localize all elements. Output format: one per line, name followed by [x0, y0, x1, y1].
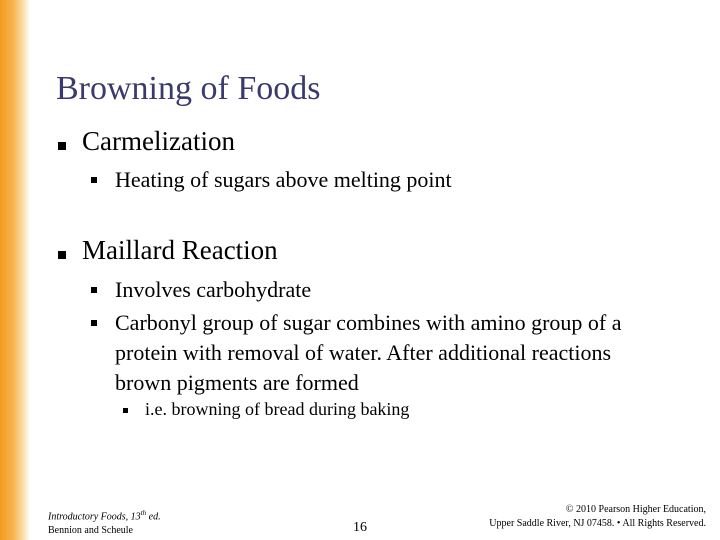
slide-title: Browning of Foods: [56, 70, 321, 107]
bullet-marker-icon: [91, 287, 97, 293]
footer-book-credit: [48, 506, 161, 538]
bullet-marker-icon: [123, 408, 128, 413]
footer-book-title: Introductory Foods, 13th ed.: [48, 509, 161, 523]
bullet-text: Heating of sugars above melting point: [115, 167, 452, 192]
bullet-text-line: protein with removal of water. After additional reactions: [115, 340, 612, 365]
bullet-marker-icon: [58, 142, 66, 150]
bullet-text: Maillard Reaction: [82, 235, 278, 265]
footer-copyright: [489, 503, 706, 531]
bullet-marker-icon: [91, 177, 97, 183]
bullet-marker-icon: [58, 251, 66, 259]
bullet-text-line: brown pigments are formed: [115, 370, 359, 395]
bullet-marker-icon: [91, 320, 97, 326]
bullet-text: Involves carbohydrate: [115, 277, 312, 302]
page-number: 16: [353, 520, 367, 535]
copyright-line-2: Upper Saddle River, NJ 07458. • All Rights Reserved.: [489, 518, 706, 529]
bullet-text-line: Carbonyl group of sugar combines with amino group of a: [115, 310, 622, 335]
copyright-line-1: © 2010 Pearson Higher Education,: [565, 504, 706, 515]
bullet-text: Carmelization: [82, 126, 235, 156]
bullet-text: i.e. browning of bread during baking: [145, 399, 410, 419]
footer-authors: Bennion and Scheule: [48, 525, 133, 537]
left-accent-stripe: [0, 0, 30, 540]
